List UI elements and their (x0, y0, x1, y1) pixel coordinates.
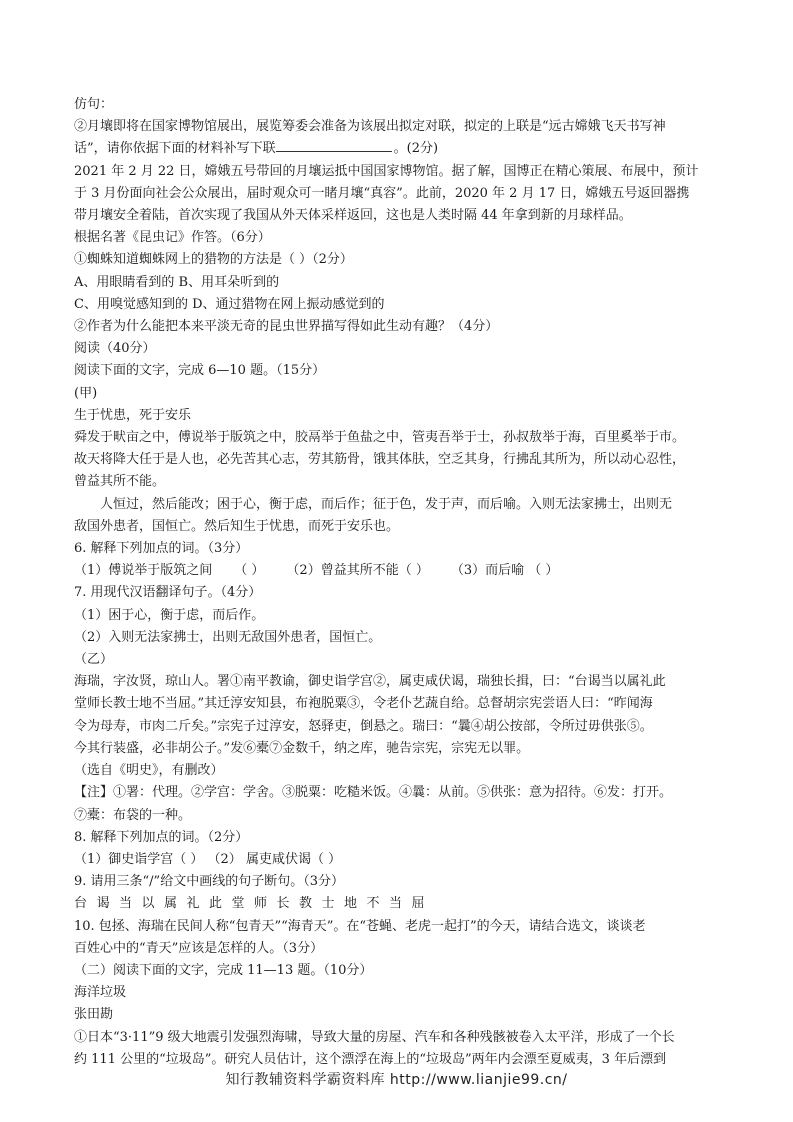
text-line: 百姓心中的“青天”应该是怎样的人。（3分） (74, 940, 324, 956)
text-span: （2）曾益其所不能（ ） (286, 563, 429, 579)
text-line: (甲) (74, 385, 98, 401)
text-line: 舜发于畎亩之中，傅说举于版筑之中，胶鬲举于鱼盐之中，管夷吾举于士，孙叔敖举于海，百里奚举于市。 (74, 430, 686, 446)
text-line: 约 111 公里的“垃圾岛”。研究人员估计，这个漂浮在海上的“垃圾岛”两年内会漂至夏威夷，3 年后漂到 (74, 1051, 667, 1067)
text-line: 仿句： (74, 97, 114, 112)
author-line: 张田勘 (74, 1007, 114, 1023)
text-line: ②作者为什么能把本来平淡无奇的昆虫世界描写得如此生动有趣？（4分） (74, 319, 499, 335)
text-line: （乙） (74, 652, 114, 668)
text-line: 堂师长教士地不当屈。”其迁淳安知县，布袍脱粟③，令老仆艺蔬自给。总督胡宗宪尝语人曰：“昨闻海 (74, 696, 653, 712)
text-line: 6. 解释下列加点的词。（3分） (74, 541, 249, 557)
text-line (74, 782, 722, 804)
text-line: 8. 解释下列加点的词。（2分） (74, 829, 249, 845)
text-line: A、用眼睛看到的 B、用耳朵听到的 (74, 274, 280, 290)
text-line: 阅读下面的文字，完成 6—10 题。（15分） (74, 363, 326, 379)
text-span: （3）而后喻 （ ） (450, 563, 559, 579)
text-line: 带月壤安全着陆，首次实现了我国从外天体采样返回，这也是人类时隔 44 年拿到新的月球样品。 (74, 208, 632, 224)
text-line: 人恒过，然后能改；困于心，衡于虑，而后作；征于色，发于声，而后喻。入则无法家拂士，出则无 (100, 496, 673, 512)
text-span: 。(2分) (393, 141, 439, 157)
text-line: 7. 用现代汉语翻译句子。（4分） (74, 585, 262, 601)
text-line: 今其行装盛，必非胡公子。”发⑥橐⑦金数千，纳之库，驰告宗宪，宗宪无以罪。 (74, 740, 530, 756)
text-line: 曾益其所不能。 (74, 474, 166, 490)
text-line: C、用嗅觉感知到的 D、通过猎物在网上振动感觉到的 (74, 296, 385, 312)
text-line: ①蜘蛛知道蜘蛛网上的猎物的方法是（ ）（2分） (74, 252, 353, 268)
text-line: 10. 包拯、海瑞在民间人称“包青天”“海青天”。在“苍蝇、老虎一起打”的今天，请结合选文，谈谈老 (74, 918, 646, 934)
text-line: （选自《明史》，有删改） (74, 763, 224, 779)
document-body (74, 94, 722, 1071)
text-line: （2）入则无法家拂士，出则无敌国外患者，国恒亡。 (74, 629, 382, 645)
text-line: 令为母寿，市肉二斤矣。”宗宪子过淳安，怒驿吏，倒悬之。瑞曰：“曩④胡公按部，令所过毋供张⑤。 (74, 718, 653, 734)
text-span: 话”，请你依据下面的材料补写下联 (74, 141, 276, 157)
text-span: （ ） (234, 563, 265, 579)
text-line (74, 138, 722, 160)
text-line: ②月壤即将在国家博物馆展出，展览筹委会准备为该展出拟定对联，拟定的上联是“远古嫦娥飞天书写神 (74, 119, 666, 135)
section-heading: 阅读（40分） (74, 341, 156, 357)
text-line: （1）御史诣学宫（ ） （2） 属吏咸伏谒（ ） (74, 851, 342, 867)
text-line: 根据名著《昆虫记》作答。（6分） (74, 230, 271, 246)
text-line: 敌国外患者，国恒亡。然后知生于忧患，而死于安乐也。 (74, 518, 400, 534)
text-line: 9. 请用三条“/”给文中画线的句子断句。（3分） (74, 874, 344, 890)
answer-blank (276, 139, 392, 152)
text-line: 台谒当以属礼此堂师长教士地不当屈 (74, 896, 435, 912)
text-line: （二）阅读下面的文字，完成 11—13 题。（10分） (74, 962, 373, 978)
text-span: ①署：代理。②学宫：学舍。③脱粟：吃糙米饭。④曩：从前。⑤供张：意为招待。⑥发：打开。 (113, 785, 673, 801)
passage-title: 生于忧患，死于安乐 (74, 407, 192, 423)
text-span: （1）傅说举于版筑之间 (74, 563, 213, 579)
text-line: ①日本“3·11”9 级大地震引发强烈海啸，导致大量的房屋、汽车和各种残骸被卷入太平洋，形成了一个长 (74, 1029, 675, 1045)
text-line: 于 3 月份面向社会公众展出，届时观众可一睹月壤“真容”。此前，2020 年 2 月 17 日，嫦娥五号返回器携 (74, 185, 690, 201)
note-label: 【注】 (74, 785, 114, 801)
text-line: 2021 年 2 月 22 日，嫦娥五号带回的月壤运抵中国国家博物馆。据了解，国博正在精心策展、布展中，预计 (74, 163, 699, 179)
text-line: ⑦橐：布袋的一种。 (74, 807, 192, 823)
text-line: 故天将降大任于是人也，必先苦其心志，劳其筋骨，饿其体肤，空乏其身，行拂乱其所为，所以动心忍性， (74, 452, 686, 468)
text-line: 海瑞，字汝贤，琼山人。署①南平教谕，御史诣学宫②，属吏咸伏谒，瑞独长揖，曰：“台谒当以属礼此 (74, 674, 666, 690)
passage-title: 海洋垃圾 (74, 985, 127, 1001)
footer-watermark: 知行教辅资料学霸资料库 http://www.lianjie99.cn/ (225, 1072, 568, 1088)
text-line (74, 560, 722, 582)
text-line: （1）困于心，衡于虑，而后作。 (74, 607, 265, 623)
